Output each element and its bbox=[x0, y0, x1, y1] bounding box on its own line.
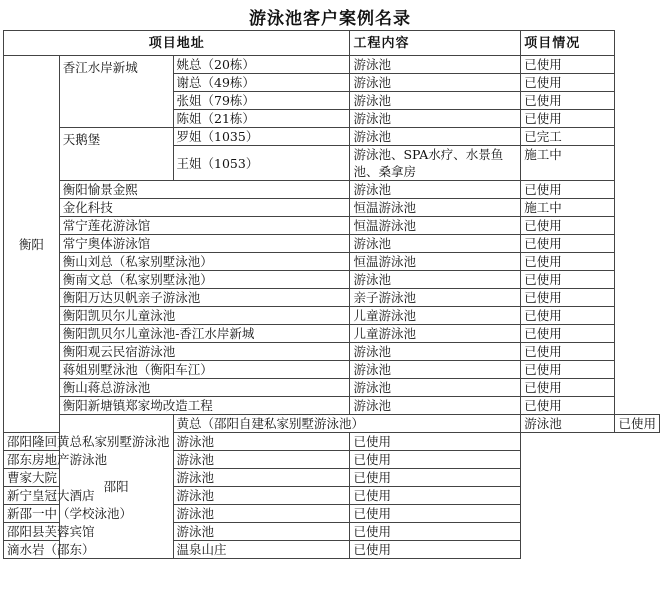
group-tianebao: 天鹅堡 bbox=[59, 128, 173, 181]
project-name: 罗姐（1035） bbox=[173, 128, 350, 146]
project-name: 衡阳万达贝帆亲子游泳池 bbox=[59, 289, 350, 307]
table-row bbox=[4, 56, 660, 74]
project-content: 游泳池 bbox=[173, 433, 350, 451]
project-content: 游泳池 bbox=[173, 469, 350, 487]
project-name: 王姐（1053） bbox=[173, 146, 350, 181]
table-row bbox=[4, 199, 660, 217]
project-content: 游泳池 bbox=[350, 74, 521, 92]
project-name: 谢总（49栋） bbox=[173, 74, 350, 92]
project-name: 衡山刘总（私家别墅泳池） bbox=[59, 253, 350, 271]
project-name: 滴水岩（邵东） bbox=[4, 541, 174, 559]
project-status: 已使用 bbox=[350, 487, 521, 505]
project-name: 衡阳凯贝尔儿童泳池 bbox=[59, 307, 350, 325]
project-status: 已使用 bbox=[521, 110, 615, 128]
project-status: 施工中 bbox=[521, 199, 615, 217]
project-content: 游泳池 bbox=[350, 379, 521, 397]
table-row bbox=[4, 361, 660, 379]
table-row bbox=[4, 307, 660, 325]
project-status: 已使用 bbox=[350, 523, 521, 541]
table-row bbox=[4, 415, 660, 433]
table-row bbox=[4, 325, 660, 343]
project-name: 衡阳观云民宿游泳池 bbox=[59, 343, 350, 361]
project-content: 游泳池 bbox=[173, 451, 350, 469]
table-row bbox=[4, 289, 660, 307]
table-row bbox=[4, 343, 660, 361]
table-row bbox=[4, 235, 660, 253]
table-row bbox=[4, 181, 660, 199]
project-content: 游泳池 bbox=[350, 343, 521, 361]
project-status: 已使用 bbox=[350, 433, 521, 451]
project-content: 儿童游泳池 bbox=[350, 307, 521, 325]
project-status: 已使用 bbox=[521, 271, 615, 289]
project-content: 儿童游泳池 bbox=[350, 325, 521, 343]
project-status: 已使用 bbox=[521, 217, 615, 235]
project-name: 金化科技 bbox=[59, 199, 350, 217]
project-status: 已使用 bbox=[350, 541, 521, 559]
project-name: 衡阳愉景金熙 bbox=[59, 181, 350, 199]
project-content: 游泳池 bbox=[173, 487, 350, 505]
project-content: 恒温游泳池 bbox=[350, 199, 521, 217]
project-name: 邵阳隆回黄总私家别墅游泳池 bbox=[4, 433, 174, 451]
table-row bbox=[4, 253, 660, 271]
project-status: 已使用 bbox=[521, 325, 615, 343]
table-row bbox=[4, 523, 660, 541]
project-content: 游泳池 bbox=[350, 271, 521, 289]
project-content: 游泳池 bbox=[350, 397, 521, 415]
project-name: 张姐（79栋） bbox=[173, 92, 350, 110]
project-status: 已完工 bbox=[521, 128, 615, 146]
project-status: 已使用 bbox=[521, 181, 615, 199]
group-xiangjiang: 香江水岸新城 bbox=[59, 56, 173, 128]
project-name: 邵东房地产游泳池 bbox=[4, 451, 174, 469]
region-shaoyang: 邵阳 bbox=[59, 415, 173, 559]
project-name: 新宁皇冠大酒店 bbox=[4, 487, 174, 505]
table-row bbox=[4, 128, 660, 146]
project-name: 常宁莲花游泳馆 bbox=[59, 217, 350, 235]
project-name: 姚总（20栋） bbox=[173, 56, 350, 74]
project-content: 亲子游泳池 bbox=[350, 289, 521, 307]
project-content: 游泳池 bbox=[173, 505, 350, 523]
table-row bbox=[4, 487, 660, 505]
project-content: 恒温游泳池 bbox=[350, 253, 521, 271]
project-content: 游泳池 bbox=[173, 523, 350, 541]
project-status: 已使用 bbox=[521, 92, 615, 110]
project-status: 已使用 bbox=[521, 56, 615, 74]
project-name: 邵阳县芙蓉宾馆 bbox=[4, 523, 174, 541]
table-row bbox=[4, 217, 660, 235]
project-content: 游泳池 bbox=[350, 235, 521, 253]
table-header-row bbox=[4, 31, 660, 56]
project-content: 游泳池 bbox=[350, 92, 521, 110]
project-content: 游泳池 bbox=[350, 110, 521, 128]
project-name: 常宁奥体游泳馆 bbox=[59, 235, 350, 253]
project-name: 黄总（邵阳自建私家别墅游泳池） bbox=[173, 415, 521, 433]
header-content: 工程内容 bbox=[350, 31, 521, 56]
table-row bbox=[4, 451, 660, 469]
project-status: 已使用 bbox=[521, 397, 615, 415]
table-row bbox=[4, 541, 660, 559]
project-name: 蒋姐别墅泳池（衡阳车江） bbox=[59, 361, 350, 379]
project-status: 已使用 bbox=[521, 361, 615, 379]
project-status: 已使用 bbox=[521, 74, 615, 92]
project-content: 温泉山庄 bbox=[173, 541, 350, 559]
project-name: 曹家大院 bbox=[4, 469, 174, 487]
table-row bbox=[4, 433, 660, 451]
project-status: 已使用 bbox=[521, 235, 615, 253]
header-address: 项目地址 bbox=[4, 31, 350, 56]
project-name: 陈姐（21栋） bbox=[173, 110, 350, 128]
project-content: 游泳池 bbox=[350, 181, 521, 199]
project-status: 已使用 bbox=[521, 307, 615, 325]
project-status: 已使用 bbox=[350, 469, 521, 487]
document-title: 游泳池客户案例名录 bbox=[249, 9, 411, 29]
project-status: 已使用 bbox=[521, 289, 615, 307]
project-content: 恒温游泳池 bbox=[350, 217, 521, 235]
project-content: 游泳池、SPA水疗、水景鱼池、桑拿房 bbox=[350, 146, 521, 181]
project-status: 已使用 bbox=[521, 343, 615, 361]
project-content: 游泳池 bbox=[350, 128, 521, 146]
table-row bbox=[4, 379, 660, 397]
project-status: 已使用 bbox=[350, 505, 521, 523]
project-status: 施工中 bbox=[521, 146, 615, 181]
header-status: 项目情况 bbox=[521, 31, 615, 56]
table-row bbox=[4, 505, 660, 523]
region-hengyang: 衡阳 bbox=[4, 56, 60, 433]
project-status: 已使用 bbox=[521, 379, 615, 397]
project-content: 游泳池 bbox=[350, 361, 521, 379]
project-content: 游泳池 bbox=[521, 415, 615, 433]
project-status: 已使用 bbox=[521, 253, 615, 271]
project-name: 衡南文总（私家别墅泳池） bbox=[59, 271, 350, 289]
table-row bbox=[4, 271, 660, 289]
project-name: 衡山蒋总游泳池 bbox=[59, 379, 350, 397]
project-name: 衡阳新塘镇郑家坳改造工程 bbox=[59, 397, 350, 415]
project-name: 新邵一中（学校泳池） bbox=[4, 505, 174, 523]
project-name: 衡阳凯贝尔儿童泳池-香江水岸新城 bbox=[59, 325, 350, 343]
table-row bbox=[4, 397, 660, 415]
project-content: 游泳池 bbox=[350, 56, 521, 74]
customer-case-table bbox=[3, 30, 660, 559]
table-row bbox=[4, 469, 660, 487]
project-status: 已使用 bbox=[350, 451, 521, 469]
project-status: 已使用 bbox=[615, 415, 660, 433]
